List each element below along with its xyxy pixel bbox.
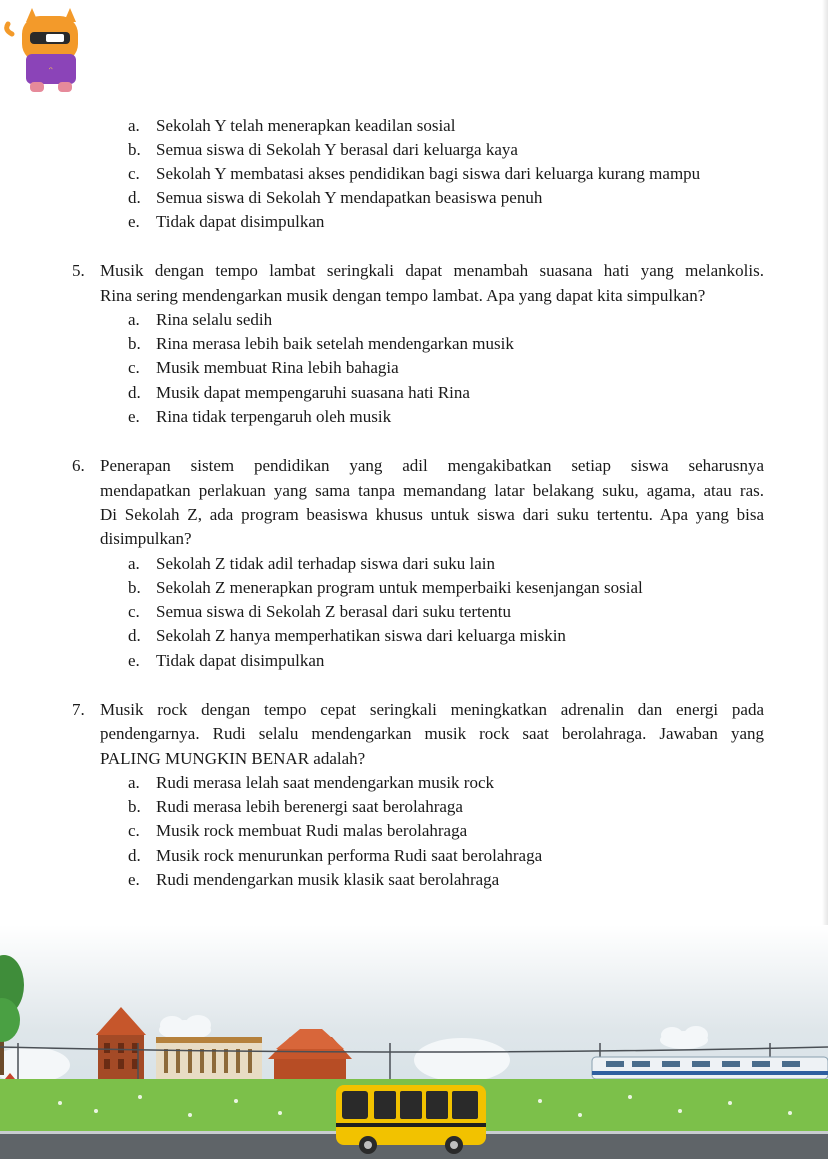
svg-text:ᵔ: ᵔ <box>48 66 54 77</box>
q6-text-line: disimpulkan? <box>100 529 192 548</box>
q7-number: 7. <box>72 700 85 719</box>
q7-option-c: c. Musik rock membuat Rudi malas berolahraga <box>128 821 468 840</box>
page-edge-shadow <box>822 0 828 930</box>
building-icon <box>156 1037 262 1079</box>
q6-text-line: Di Sekolah Z, ada program beasiswa khusus untuk siswa dari suku tertentu. Apa yang bisa <box>100 505 764 524</box>
q7-option-b: b. Rudi merasa lebih berenergi saat berolahraga <box>128 797 463 816</box>
q5-option-e: e. Rina tidak terpengaruh oleh musik <box>128 407 392 426</box>
cat-mascot-icon <box>4 4 88 96</box>
bus-icon <box>336 1085 486 1154</box>
q4-option-d: d. Semua siswa di Sekolah Y mendapatkan beasiswa penuh <box>128 188 543 207</box>
q6-text-line: mendapatkan perlakuan yang sama tanpa memandang latar belakang suku, agama, atau ras. <box>100 481 764 500</box>
q7-text-line: pendengarnya. Rudi selalu mendengarkan musik rock saat berolahraga. Jawaban yang <box>100 724 764 743</box>
train-icon <box>592 1057 828 1079</box>
q5-text-line: Rina sering mendengarkan musik dengan tempo lambat. Apa yang dapat kita simpulkan? <box>100 286 706 305</box>
footer-city-scene <box>0 925 828 1159</box>
q5-option-b: b. Rina merasa lebih baik setelah mendengarkan musik <box>128 334 514 353</box>
q5-option-d: d. Musik dapat mempengaruhi suasana hati Rina <box>128 383 470 402</box>
q7-option-e: e. Rudi mendengarkan musik klasik saat berolahraga <box>128 870 500 889</box>
q6-option-c: c. Semua siswa di Sekolah Z berasal dari suku tertentu <box>128 602 512 621</box>
q7-option-a: a. Rudi merasa lelah saat mendengarkan musik rock <box>128 773 494 792</box>
q5-option-c: c. Musik membuat Rina lebih bahagia <box>128 358 399 377</box>
q5-option-a: a. Rina selalu sedih <box>128 310 273 329</box>
q4-option-b: b. Semua siswa di Sekolah Y berasal dari keluarga kaya <box>128 140 518 159</box>
q4-option-a: a. Sekolah Y telah menerapkan keadilan sosial <box>128 116 456 135</box>
q6-number: 6. <box>72 456 85 475</box>
q5-number: 5. <box>72 261 85 280</box>
q5-text-line: Musik dengan tempo lambat seringkali dapat menambah suasana hati yang melankolis. <box>100 261 764 280</box>
q7-text-line: PALING MUNGKIN BENAR adalah? <box>100 749 366 768</box>
q6-option-e: e. Tidak dapat disimpulkan <box>128 651 325 670</box>
q6-option-d: d. Sekolah Z hanya memperhatikan siswa dari keluarga miskin <box>128 626 566 645</box>
q6-option-b: b. Sekolah Z menerapkan program untuk memperbaiki kesenjangan sosial <box>128 578 643 597</box>
q7-text-line: Musik rock dengan tempo cepat seringkali meningkatkan adrenalin dan energi pada <box>100 700 764 719</box>
q6-text-line: Penerapan sistem pendidikan yang adil mengakibatkan setiap siswa seharusnya <box>100 456 764 475</box>
q4-option-e: e. Tidak dapat disimpulkan <box>128 212 325 231</box>
q4-option-c: c. Sekolah Y membatasi akses pendidikan bagi siswa dari keluarga kurang mampu <box>128 164 701 183</box>
q7-option-d: d. Musik rock menurunkan performa Rudi saat berolahraga <box>128 846 543 865</box>
q6-option-a: a. Sekolah Z tidak adil terhadap siswa dari suku lain <box>128 554 495 573</box>
